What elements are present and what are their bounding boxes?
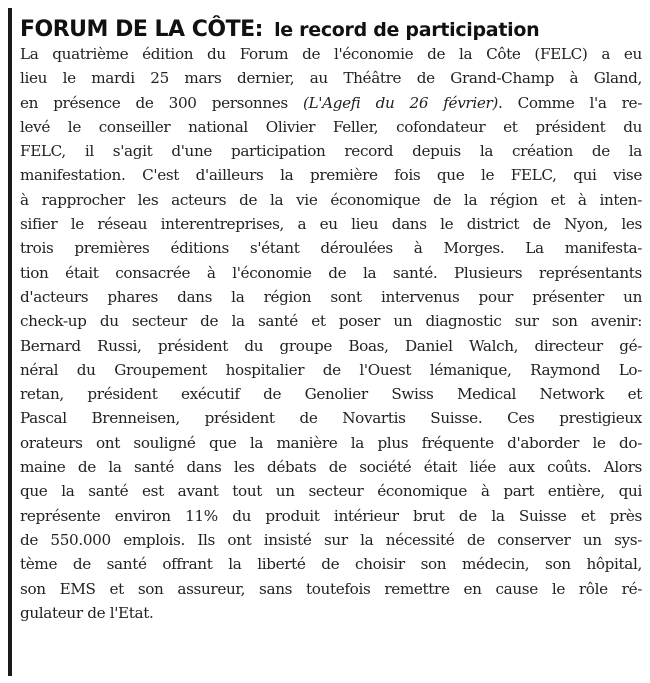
- body-line: La quatrième édition du Forum de l'économie de la Côte (FELC) a eu: [20, 45, 642, 63]
- body-line-last: gulateur de l'Etat.: [20, 603, 154, 622]
- body-line: manifestation. C'est d'ailleurs la première fois que le FELC, qui vise: [20, 166, 642, 185]
- body-line: trois premières éditions s'étant déroulées à Morges. La manifesta-: [20, 239, 642, 258]
- article: [8, 8, 642, 676]
- headline-kicker: FORUM DE LA CÔTE:: [20, 17, 263, 42]
- headline-subtitle: le record de participation: [274, 19, 540, 41]
- body-line: que la santé est avant tout un secteur économique à part entière, qui: [20, 482, 642, 501]
- body-line: tème de santé offrant la liberté de choisir son médecin, son hôpital,: [20, 555, 642, 574]
- body-line: représente environ 11% du produit intérieur brut de la Suisse et près: [20, 506, 642, 525]
- inline-citation: (L'Agefi du 26 février): [302, 93, 498, 112]
- body-line: de 550.000 emplois. Ils ont insisté sur la nécessité de conserver un sys-: [20, 530, 642, 549]
- body-line: lieu le mardi 25 mars dernier, au Théâtre de Grand-Champ à Gland,: [20, 69, 642, 88]
- body-line-start: en présence de 300 personnes: [20, 93, 303, 112]
- body-line-end: . Comme l'a re-: [497, 93, 642, 112]
- article-body: [20, 42, 642, 625]
- body-line: sifier le réseau interentreprises, a eu lieu dans le district de Nyon, les: [20, 215, 642, 234]
- body-line: maine de la santé dans les débats de société était liée aux coûts. Alors: [20, 458, 642, 477]
- body-line: à rapprocher les acteurs de la vie économique de la région et à inten-: [20, 190, 642, 209]
- body-line: retan, président exécutif de Genolier Swiss Medical Network et: [20, 385, 642, 404]
- body-line: Bernard Russi, président du groupe Boas, Daniel Walch, directeur gé-: [20, 336, 642, 355]
- body-line: d'acteurs phares dans la région sont intervenus pour présenter un: [20, 287, 642, 306]
- body-line: levé le conseiller national Olivier Feller, cofondateur et président du: [20, 117, 642, 136]
- body-line: Pascal Brenneisen, président de Novartis Suisse. Ces prestigieux: [20, 409, 642, 428]
- body-line: néral du Groupement hospitalier de l'Ouest lémanique, Raymond Lo-: [20, 360, 642, 379]
- body-line: son EMS et son assureur, sans toutefois remettre en cause le rôle ré-: [20, 579, 642, 598]
- body-line-with-citation: [20, 91, 642, 115]
- body-line: orateurs ont souligné que la manière la plus fréquente d'aborder le do-: [20, 433, 642, 452]
- body-line: tion était consacrée à l'économie de la santé. Plusieurs représentants: [20, 263, 642, 282]
- body-line: check-up du secteur de la santé et poser un diagnostic sur son avenir:: [20, 312, 642, 331]
- body-line: FELC, il s'agit d'une participation record depuis la création de la: [20, 142, 642, 161]
- headline: [20, 8, 642, 42]
